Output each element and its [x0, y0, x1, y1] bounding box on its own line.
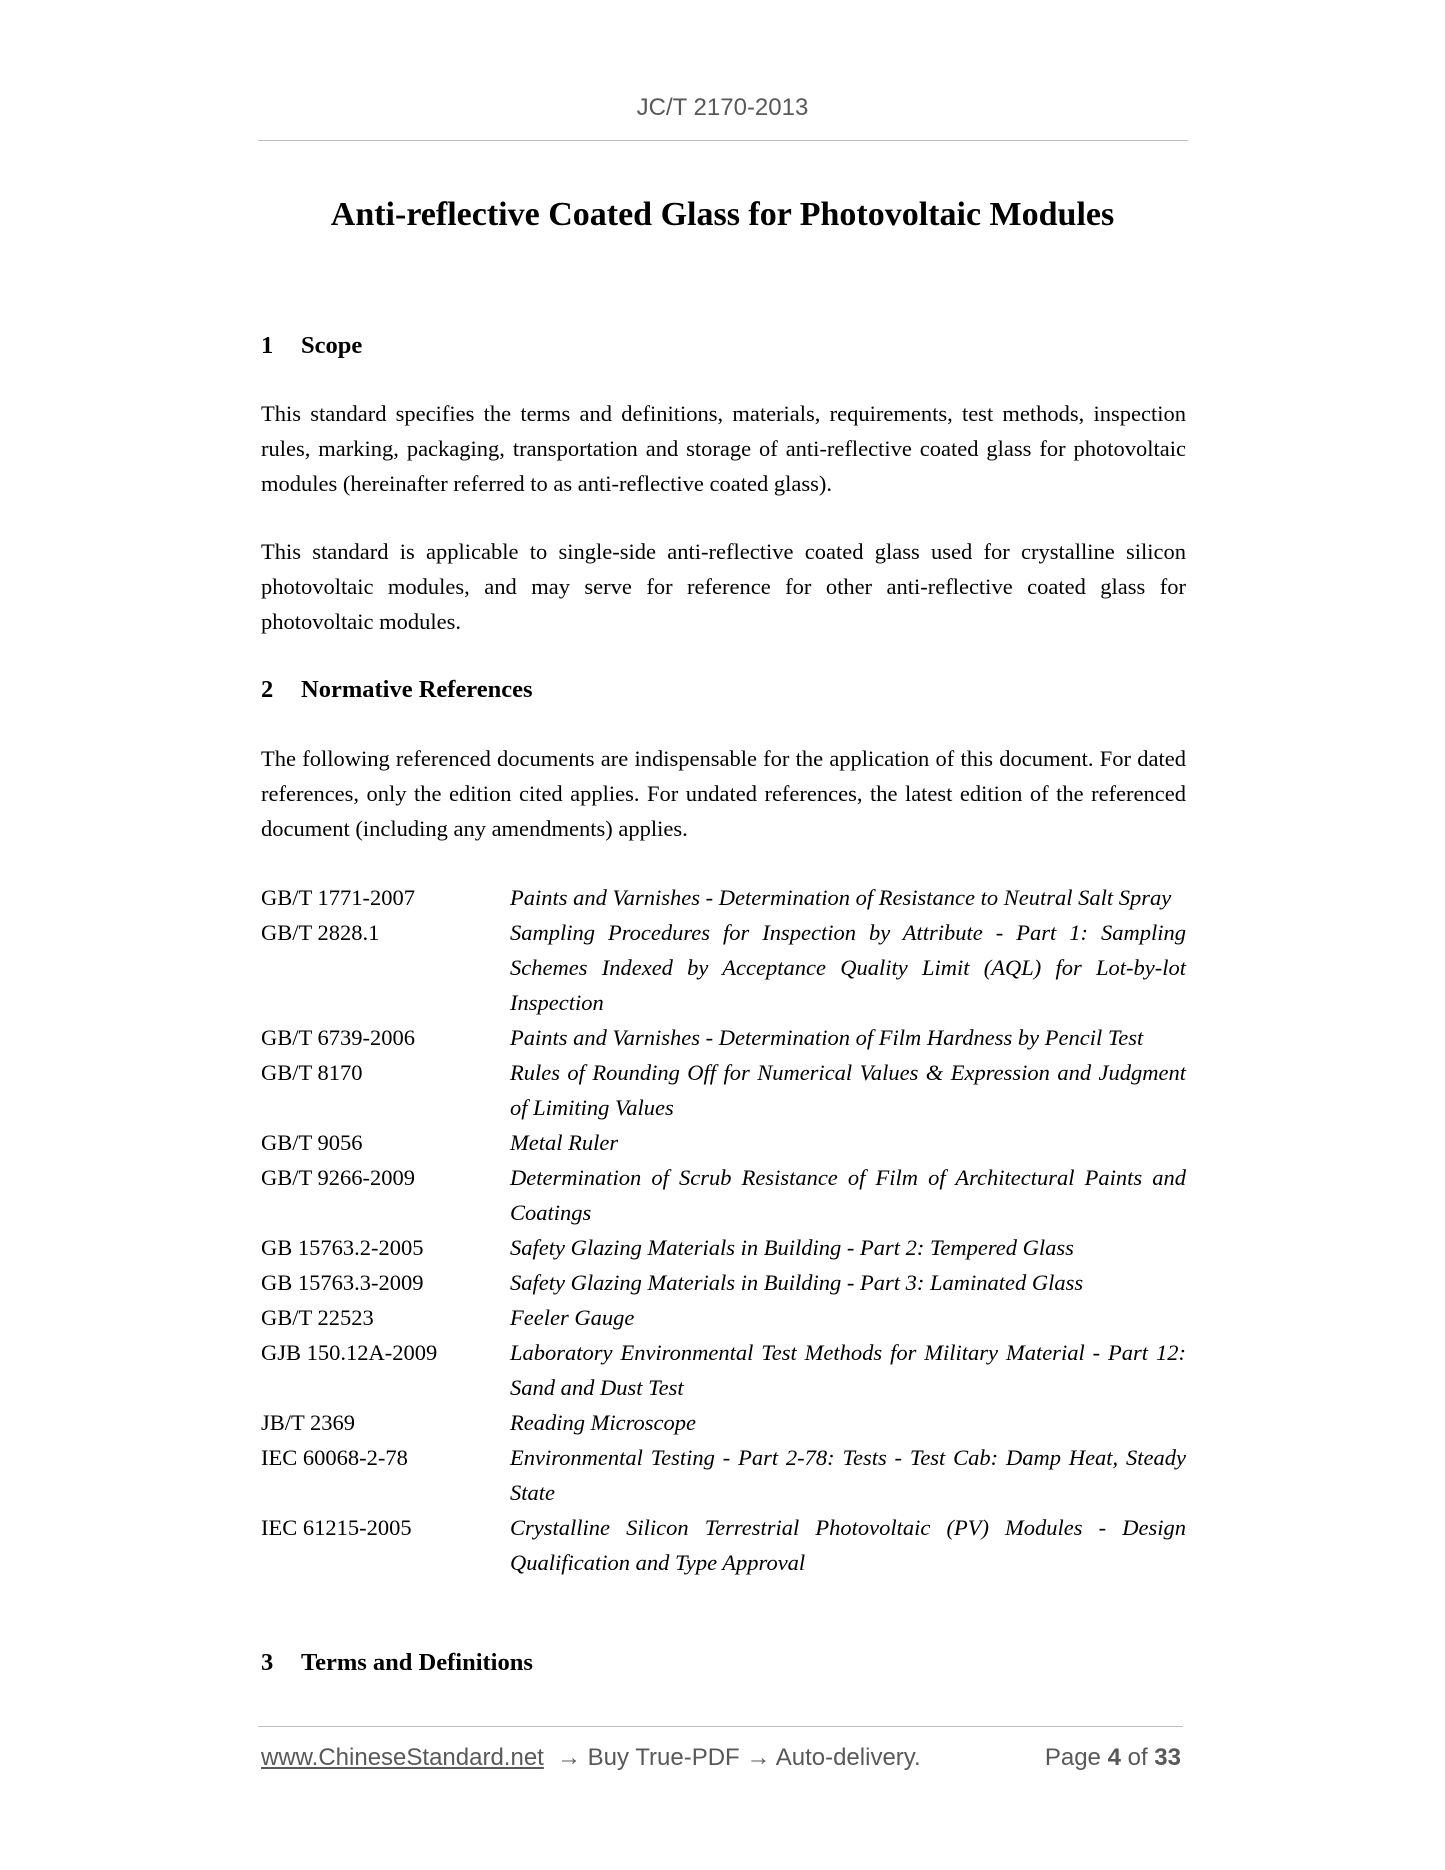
- website-link[interactable]: www.ChineseStandard.net: [261, 1744, 544, 1771]
- reference-title: Safety Glazing Materials in Building - Part 3: Laminated Glass: [510, 1270, 1084, 1295]
- section-title: Scope: [301, 332, 363, 359]
- reference-item: [261, 880, 1186, 915]
- reference-code: GB 15763.2-2005: [261, 1235, 424, 1260]
- paragraph: This standard is applicable to single-side anti-reflective coated glass used for crystalline silicon photovoltaic modules, and may serve for reference for other anti-reflective coated glass for photovoltaic modules.: [261, 539, 1186, 634]
- reference-title: Environmental Testing - Part 2-78: Tests - Test Cab: Damp Heat, Steady State: [510, 1445, 1186, 1505]
- reference-item: [261, 1230, 1186, 1265]
- reference-code: GB/T 6739-2006: [261, 1025, 415, 1050]
- header-document-code: JC/T 2170-2013: [636, 94, 809, 121]
- scope-paragraph-2: [261, 534, 1186, 639]
- page-label: Page: [1044, 1744, 1101, 1771]
- reference-list: [261, 880, 1186, 1580]
- section-title: Terms and Definitions: [301, 1649, 533, 1676]
- section-number: 2: [261, 676, 274, 703]
- reference-title: Crystalline Silicon Terrestrial Photovoltaic (PV) Modules - Design Qualification and Type Approval: [510, 1515, 1186, 1575]
- section-heading: [261, 672, 1186, 707]
- page-of-label: of: [1127, 1744, 1148, 1771]
- reference-title: Paints and Varnishes - Determination of Film Hardness by Pencil Test: [510, 1025, 1144, 1050]
- reference-item: [261, 1160, 1186, 1230]
- reference-item: [261, 1300, 1186, 1335]
- footer-divider: [258, 1726, 1183, 1727]
- reference-item: [261, 915, 1186, 1020]
- document-title: Anti-reflective Coated Glass for Photovoltaic Modules: [330, 196, 1115, 233]
- section-heading: [261, 328, 1186, 363]
- reference-item: [261, 1335, 1186, 1405]
- reference-item: [261, 1265, 1186, 1300]
- reference-title: Laboratory Environmental Test Methods for Military Material - Part 12: Sand and Dust Test: [510, 1340, 1186, 1400]
- paragraph: The following referenced documents are indispensable for the application of this document. For dated references, only the edition cited applies. For undated references, the latest edition of the referenced document (including any amendments) applies.: [261, 746, 1186, 841]
- scope-paragraph-1: [261, 396, 1186, 501]
- reference-code: IEC 61215-2005: [261, 1515, 412, 1540]
- section-scope: [261, 328, 1186, 363]
- reference-code: GB/T 22523: [261, 1305, 374, 1330]
- section-number: 3: [261, 1649, 274, 1676]
- reference-item: [261, 1020, 1186, 1055]
- reference-item: [261, 1405, 1186, 1440]
- header-divider: [258, 140, 1188, 141]
- reference-code: GJB 150.12A-2009: [261, 1340, 438, 1365]
- reference-title: Metal Ruler: [510, 1130, 619, 1155]
- reference-code: GB/T 9266-2009: [261, 1165, 415, 1190]
- reference-title: Sampling Procedures for Inspection by Attribute - Part 1: Sampling Schemes Indexed by Acceptance Quality Limit (AQL) for Lot-by-lot Inspection: [510, 920, 1186, 1015]
- reference-title: Rules of Rounding Off for Numerical Values & Expression and Judgment of Limiting Values: [510, 1060, 1186, 1120]
- reference-item: [261, 1440, 1186, 1510]
- current-page-number: 4: [1107, 1744, 1121, 1771]
- reference-title: Reading Microscope: [510, 1410, 696, 1435]
- reference-title: Paints and Varnishes - Determination of Resistance to Neutral Salt Spray: [510, 885, 1172, 910]
- section-heading: [261, 1645, 1186, 1680]
- reference-code: GB 15763.3-2009: [261, 1270, 424, 1295]
- reference-code: GB/T 8170: [261, 1060, 363, 1085]
- reference-item: [261, 1125, 1186, 1160]
- reference-code: IEC 60068-2-78: [261, 1445, 408, 1470]
- purchase-note: → Buy True-PDF → Auto-delivery.: [557, 1744, 921, 1771]
- reference-title: Safety Glazing Materials in Building - Part 2: Tempered Glass: [510, 1235, 1074, 1260]
- section-terms-definitions: [261, 1645, 1186, 1680]
- reference-title: Feeler Gauge: [510, 1305, 635, 1330]
- page-footer: [261, 1744, 1181, 1778]
- section-title: Normative References: [301, 676, 533, 703]
- reference-code: GB/T 1771-2007: [261, 885, 415, 910]
- section-number: 1: [261, 332, 274, 359]
- reference-code: GB/T 2828.1: [261, 920, 380, 945]
- reference-item: [261, 1510, 1186, 1580]
- normative-paragraph: [261, 741, 1186, 846]
- paragraph: This standard specifies the terms and definitions, materials, requirements, test methods, inspection rules, marking, packaging, transportation and storage of anti-reflective coated glass for photovoltaic modules (hereinafter referred to as anti-reflective coated glass).: [261, 401, 1186, 496]
- reference-code: GB/T 9056: [261, 1130, 363, 1155]
- reference-code: JB/T 2369: [261, 1410, 355, 1435]
- total-page-count: 33: [1154, 1744, 1181, 1771]
- section-normative-references: [261, 672, 1186, 707]
- page-indicator: [1045, 1744, 1181, 1772]
- reference-title: Determination of Scrub Resistance of Film of Architectural Paints and Coatings: [510, 1165, 1186, 1225]
- reference-item: [261, 1055, 1186, 1125]
